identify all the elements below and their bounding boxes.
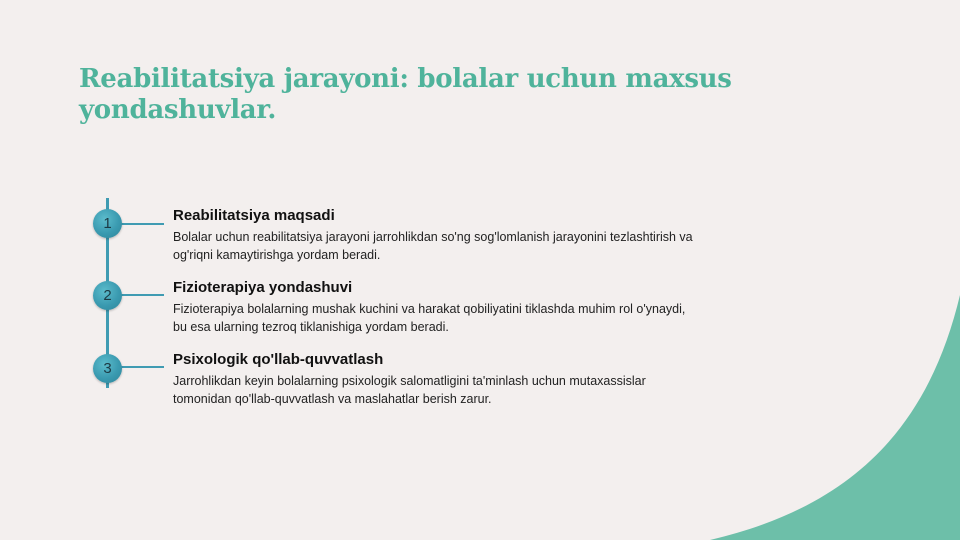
step-3 (173, 351, 693, 408)
step-marker-3: 3 (93, 354, 122, 383)
step-1 (173, 207, 693, 264)
step-heading: Psixologik qo'llab-quvvatlash (173, 351, 384, 368)
step-heading: Reabilitatsiya maqsadi (173, 207, 335, 224)
step-description: Bolalar uchun reabilitatsiya jarayoni jarrohlikdan so'ng sog'lomlanish jarayonini tezlashtirish va og'riqni kamaytirishga yordam beradi. (173, 230, 693, 262)
step-description: Fizioterapiya bolalarning mushak kuchini va harakat qobiliyatini tiklashda muhim rol o'ynaydi, bu esa ularning tezroq tiklanishiga yordam beradi. (173, 302, 686, 334)
step-heading: Fizioterapiya yondashuvi (173, 279, 353, 296)
step-marker-2: 2 (93, 281, 122, 310)
step-marker-1: 1 (93, 209, 122, 238)
step-2 (173, 279, 693, 336)
step-description: Jarrohlikdan keyin bolalarning psixologik salomatligini ta'minlash uchun mutaxassislar tomonidan qo'llab-quvvatlash va maslahatlar berish zarur. (173, 374, 646, 406)
slide-title: Reabilitatsiya jarayoni: bolalar uchun maxsus yondashuvlar. (79, 64, 732, 125)
